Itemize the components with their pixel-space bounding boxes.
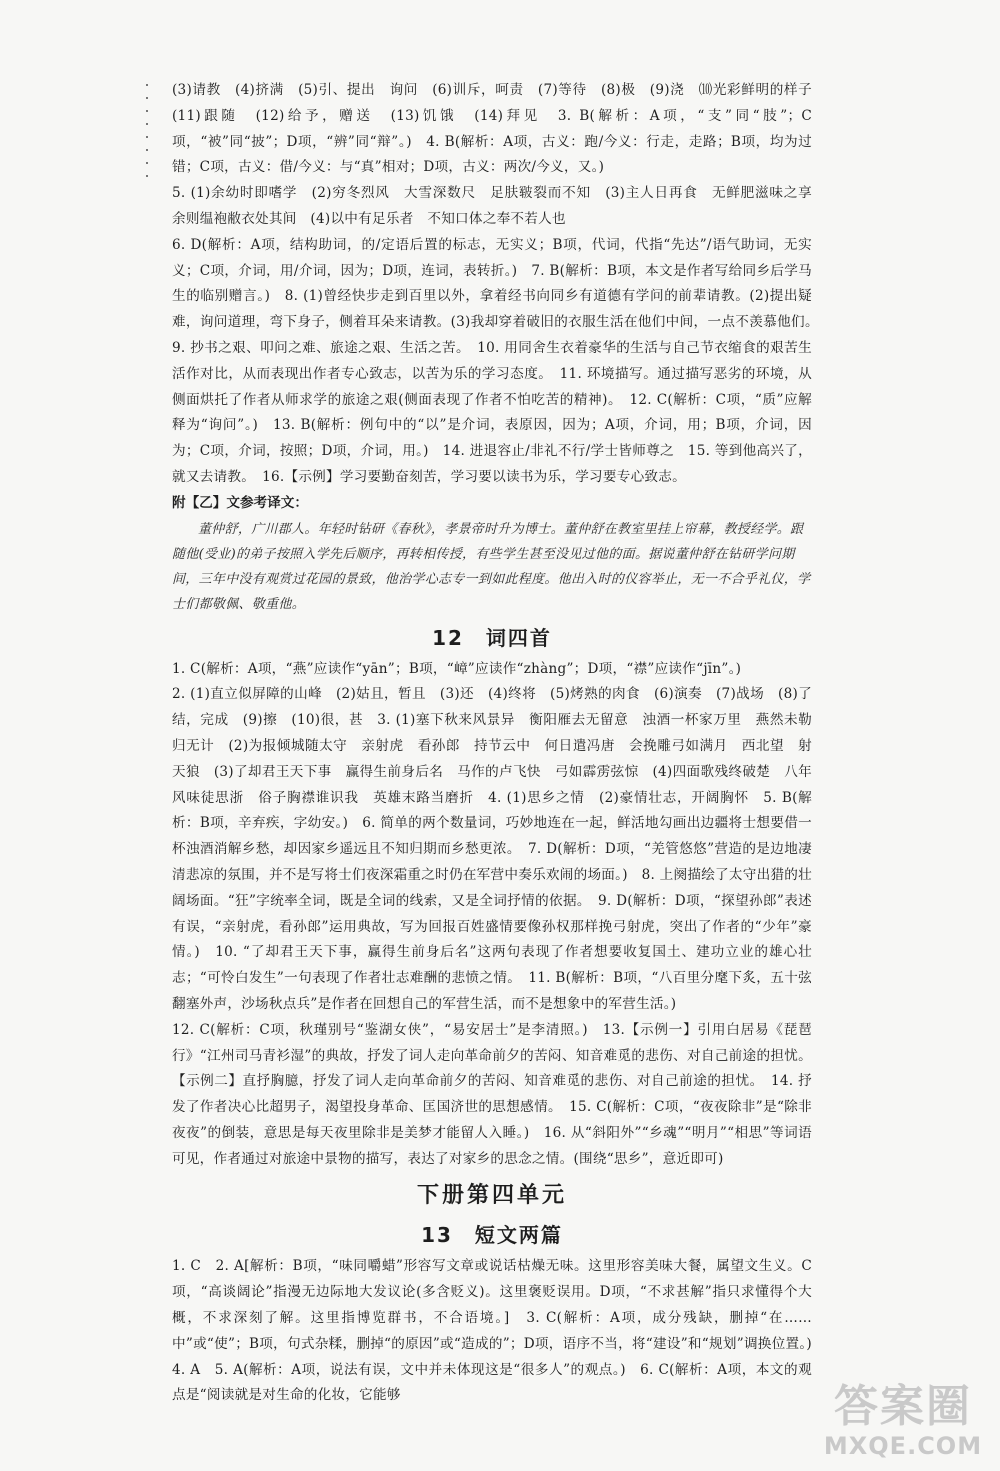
watermark-url: MXQE.COM — [823, 1432, 983, 1460]
answer-paragraph: 1. C(解析：A项，“燕”应读作“yān”；B项，“嶂”应读作“zhàng”；D项，“襟”应读作“jīn”。) — [172, 660, 742, 677]
answer-paragraph: (3)请教 (4)挤满 (5)引、提出 询问 (6)训斥，呵责 (7)等待 (8)极 (9)浇 ⑽光彩鲜明的样子 (11)跟随 (12)给予，赠送 (13)饥饿 (14)拜见 3. B(解析：A项，“支”同“肢”；C项，“被”同“披”；D项，“辨”同“辩”。) 4. B(解析：A项，古义：跑/今义：行走，走路；B项，均为过错；C项，古义：借/今义：与“真”相对；D项，古义：两次/今义，又。) — [172, 82, 826, 176]
translation-text: 董仲舒，广川郡人。年轻时钻研《春秋》，孝景帝时升为博士。董仲舒在教室里挂上帘幕，教授经学。跟随他(受业)的弟子按照入学先后顺序，再转相传授，有些学生甚至没见过他的面。据说董仲舒在钻研学问期间，三年中没有观赏过花园的景致，他治学心志专一到如此程度。他出入时的仪容举止，无一不合乎礼仪，学士们都敬佩、敬重他。 — [172, 521, 811, 612]
section-title-12: 12 词四首 — [432, 625, 552, 650]
answer-paragraph: 12. C(解析：C项，秋瑾别号“鉴湖女侠”，“易安居士”是李清照。) 13.【示例一】引用白居易《琵琶行》“江州司马青衫湿”的典故，抒发了词人走向革命前夕的苦闷、知音难觅的悲伤、对自己前途的担忧。【示例二】直抒胸臆，抒发了词人走向革命前夕的苦闷、知音难觅的悲伤、对自己前途的担忧。 14. 抒发了作者决心比超男子，渴望投身革命、匡国济世的思想感情。 15. C(解析：C项，“夜夜除非”是“除非夜夜”的倒装，意思是每天夜里除非是美梦才能留人入睡。) 16. 从“斜阳外”“乡魂”“明月”“相思”等词语可见，作者通过对旅途中景物的描写，表达了对家乡的思念之情。(围绕“思乡”，意近即可) — [172, 1021, 812, 1167]
watermark-logo — [812, 1382, 994, 1462]
unit-title: 下册第四单元 — [416, 1183, 567, 1209]
margin-dots — [146, 84, 150, 188]
answer-paragraph: 6. D(解析：A项，结构助词，的/定语后置的标志，无实义；B项，代词，代指“先达”/语气助词，无实义；C项，介词，用/介词，因为；D项，连词，表转折。) 7. B(解析：B项，本文是作者写给同乡后学马生的临别赠言。) 8. (1)曾经快步走到百里以外，拿着经书向同乡有道德有学问的前辈请教。(2)提出疑难，询问道理，弯下身子，侧着耳朵来请教。(3)我却穿着破旧的衣服生活在他们中间，一点不羡慕他们。 9. 抄书之艰、叩问之难、旅途之艰、生活之苦。 10. 用同舍生衣着豪华的生活与自己节衣缩食的艰苦生活作对比，从而表现出作者专心致志，以苦为乐的学习态度。 11. 环境描写。通过描写恶劣的环境，从侧面烘托了作者从师求学的旅途之艰(侧面表现了作者不怕吃苦的精神)。 12. C(解析：C项，“质”应解释为“询问”。) 13. B(解析：例句中的“以”是介词，表原因，因为；A项，介词，用；B项，介词，因为；C项，介词，按照；D项，介词，用。) 14. 进退容止/非礼不行/学士皆师尊之 15. 等到他高兴了，就又去请教。 16.【示例】学习要勤奋刻苦，学习要以读书为乐，学习要专心致志。 — [172, 236, 826, 485]
section-title-13: 13 短文两篇 — [421, 1223, 563, 1248]
answer-paragraph: 1. C 2. A[解析：B项，“味同嚼蜡”形容写文章或说话枯燥无味。这里形容美味大餐，属望文生义。C项，“高谈阔论”指漫无边际地大发议论(多含贬义)。这里褒贬误用。D项，“不求甚解”指只求懂得个大概，不求深刻了解。这里指博览群书，不合语境。] 3. C(解析：A项，成分残缺，删掉“在……中”或“使”；B项，句式杂糅，删掉“的原因”或“造成的”；D项，语序不当，将“建设”和“规划”调换位置。) 4. A 5. A(解析：A项，说法有误，文中并未体现这是“很多人”的观点。) 6. C(解析：A项，本文的观点是“阅读就是对生命的化妆，它能够 — [172, 1258, 826, 1404]
answer-page — [172, 78, 826, 1409]
watermark-text: 答案圈 — [834, 1381, 972, 1432]
translation-heading: 附【乙】文参考译文： — [172, 494, 308, 511]
answer-paragraph: 5. (1)余幼时即嗜学 (2)穷冬烈风 大雪深数尺 足肤皲裂而不知 (3)主人日再食 无鲜肥滋味之享 余则缊袍敝衣处其间 (4)以中有足乐者 不知口体之奉不若人也 — [172, 185, 826, 227]
answer-paragraph: 2. (1)直立似屏障的山峰 (2)姑且，暂且 (3)还 (4)终将 (5)烤熟的肉食 (6)演奏 (7)战场 (8)了结，完成 (9)擦 (10)很，甚 3. (1)塞下秋来风景异 衡阳雁去无留意 浊酒一杯家万里 燕然未勒归无计 (2)为报倾城随太守 亲射虎 看孙郎 持节云中 何日遣冯唐 会挽雕弓如满月 西北望 射天狼 (3)了却君王天下事 赢得生前身后名 马作的卢飞快 弓如霹雳弦惊 (4)四面歌残终破楚 八年风味徒思浙 俗子胸襟谁识我 英雄末路当磨折 4. (1)思乡之情 (2)豪情壮志，开阔胸怀 5. B(解析：B项，辛弃疾，字幼安。) 6. 简单的两个数量词，巧妙地连在一起，鲜活地勾画出边疆将士想要借一杯浊酒消解乡愁，却因家乡遥远且不知归期而乡愁更浓。 7. D(解析：D项，“羌管悠悠”营造的是边地凄清悲凉的氛围，并不是写将士们夜深霜重之时仍在军营中奏乐欢闹的场面。) 8. 上阕描绘了太守出猎的壮阔场面。“狂”字统率全词，既是全词的线索，又是全词抒情的依据。 9. D(解析：D项，“探望孙郎”表述有误，“亲射虎，看孙郎”运用典故，写为回报百姓盛情要像孙权那样挽弓射虎，突出了作者的“少年”豪情。) 10. “了却君王天下事，赢得生前身后名”这两句表现了作者想要收复国土、建功立业的雄心壮志；“可怜白发生”一句表现了作者壮志难酬的悲愤之情。 11. B(解析：B项，“八百里分麾下炙，五十弦翻塞外声，沙场秋点兵”是作者在回想自己的军营生活，而不是想象中的军营生活。) — [172, 686, 812, 1012]
